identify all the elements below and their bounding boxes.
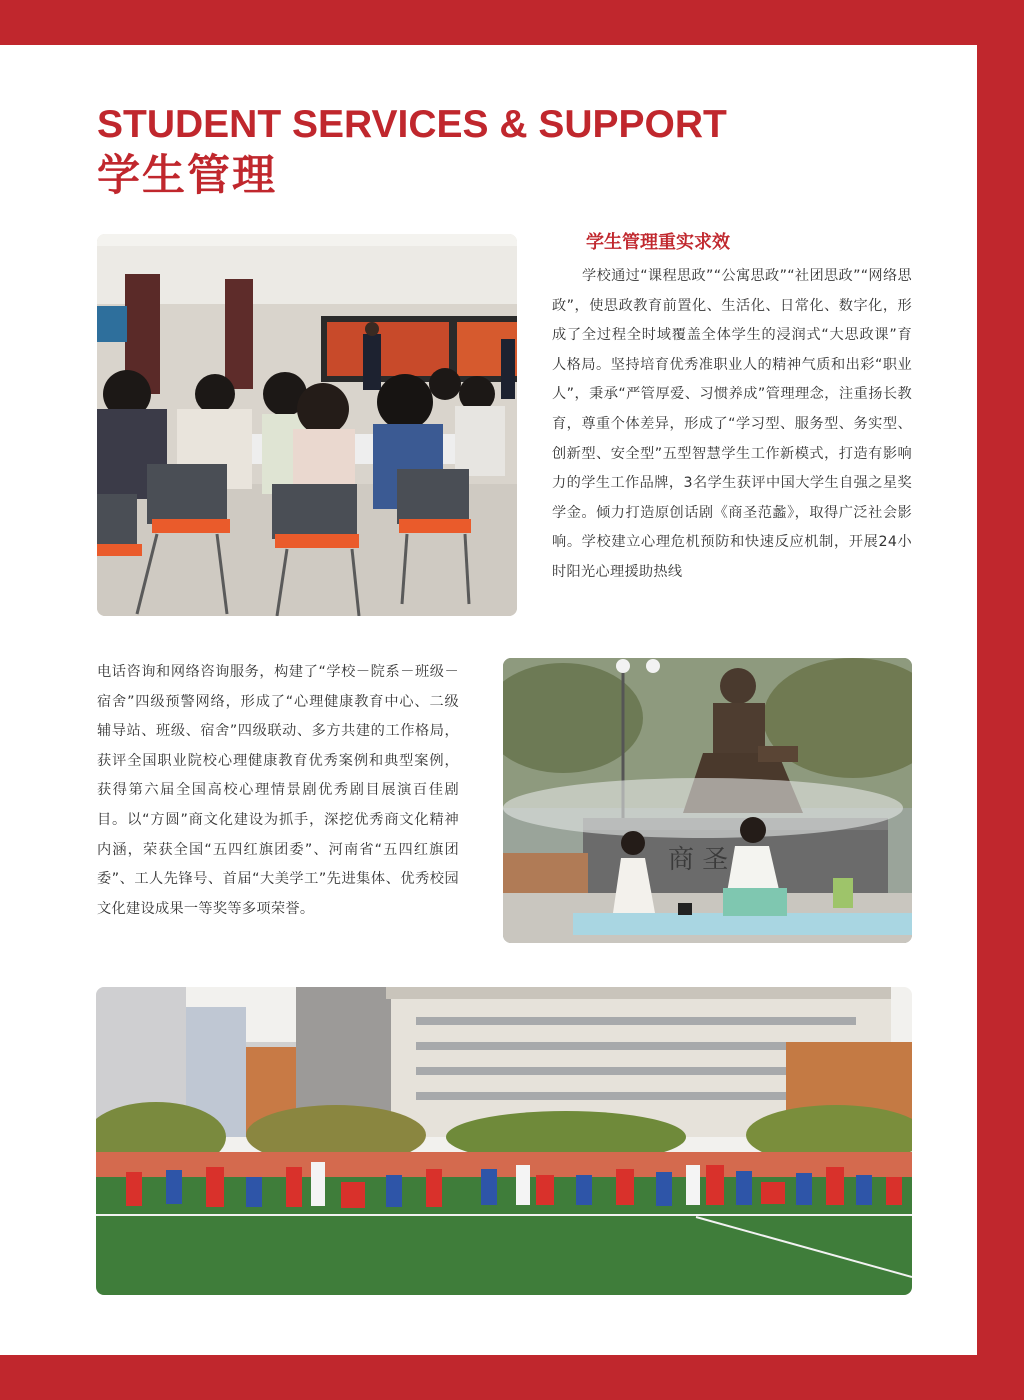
body-paragraph-text-1: 学校通过“课程思政”“公寓思政”“社团思政”“网络思政”，使思政教育前置化、生活化、日常化、数字化，形成了全过程全时域覆盖全体学生的浸润式“大思政课”育人格局。坚持培育优秀准职业人的精神气质和出彩“职业人”，秉承“严管厚爱、习惯养成”管理理念，注重扬长教育，尊重个体差异，形成了“学习型、服务型、务实型、创新型、安全型”五型智慧学生工作新模式，打造有影响力的学生工作品牌，3名学生获评中国大学生自强之星奖学金。倾力打造原创话剧《商圣范蠡》，取得广泛社会影响。学校建立心理危机预防和快速反应机制，开展24小时阳光心理援助热线: [552, 268, 912, 580]
section-heading: 学生管理重实求效: [586, 232, 730, 253]
title-english: STUDENT SERVICES & SUPPORT: [97, 103, 727, 146]
body-paragraph-part2: 电话咨询和网络咨询服务，构建了“学校－院系－班级－宿舍”四级预警网络，形成了“心理健康教育中心、二级辅导站、班级、宿舍”四级联动、多方共建的工作格局，获评全国职业院校心理健康教育优秀案例和典型案例，获得第六届全国高校心理情景剧优秀剧目展演百佳剧目。以“方圆”商文化建设为抓手，深挖优秀商文化精神内涵，荣获全国“五四红旗团委”、河南省“五四红旗团委”、工人先锋号、首届“大美学工”先进集体、优秀校园文化建设成果一等奖等多项荣誉。: [97, 664, 459, 917]
statue-photo: [503, 658, 912, 943]
statue-inscription: 商 圣: [668, 845, 729, 875]
body-paragraph-part1: [552, 262, 912, 622]
title-chinese: 学生管理: [97, 151, 277, 201]
classroom-photo: [97, 234, 517, 616]
page-sheet: [0, 45, 977, 1355]
cheerleading-photo: [96, 987, 912, 1295]
